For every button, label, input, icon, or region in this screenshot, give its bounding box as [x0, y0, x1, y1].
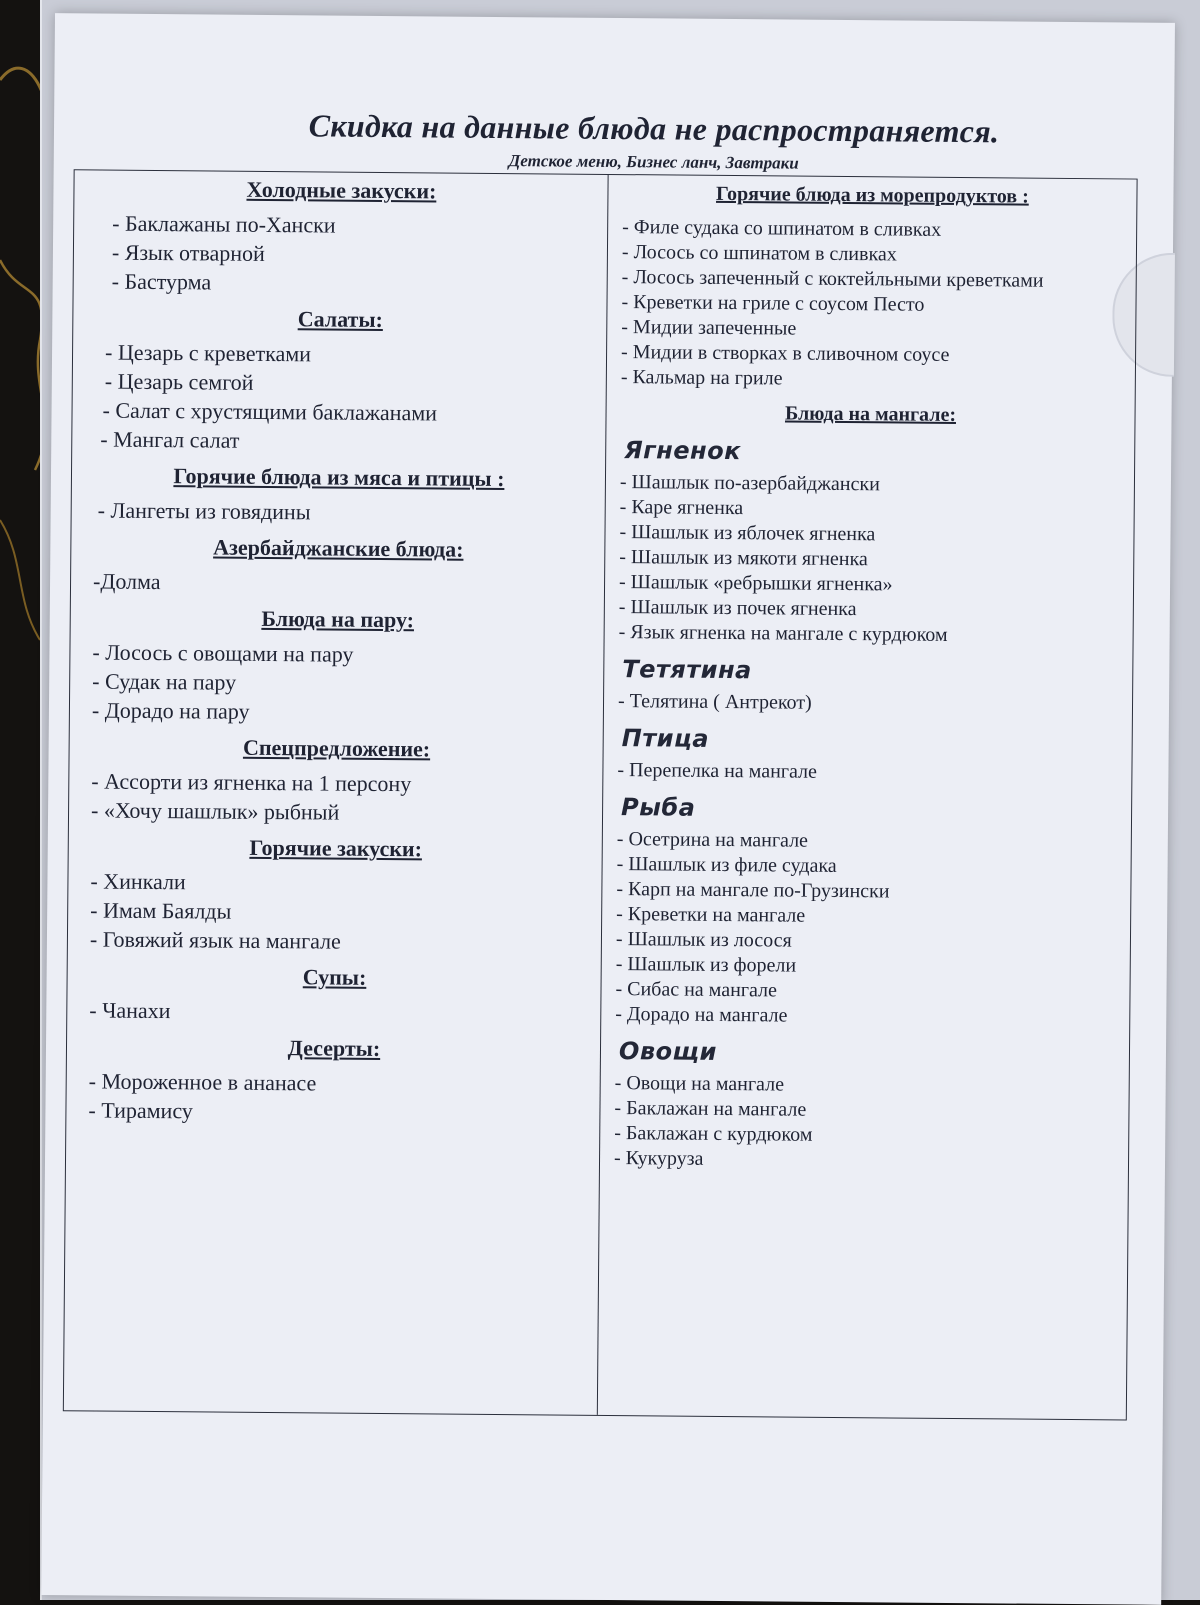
grill-group-vegetables	[614, 1037, 1115, 1175]
menu-item: - Дорадо на мангале	[615, 1003, 788, 1027]
menu-item: - Креветки на гриле с соусом Песто	[621, 291, 925, 316]
group-heading: Ягненок	[624, 436, 742, 466]
menu-item: - Лосось с овощами на пару	[92, 639, 354, 667]
section-azerbaijani	[93, 532, 584, 599]
menu-item: - Баклажан с курдюком	[614, 1122, 813, 1146]
menu-item: - Мидии в створках в сливочном соусе	[620, 341, 950, 366]
section-grill	[614, 398, 1121, 1175]
left-column	[88, 174, 586, 1136]
menu-item: - Овощи на мангале	[614, 1072, 785, 1096]
section-heading: Салаты:	[297, 306, 384, 332]
group-heading: Рыба	[620, 793, 696, 822]
menu-item: - Баклажан на мангале	[614, 1097, 807, 1121]
section-heading: Азербайджанские блюда:	[213, 534, 464, 562]
grill-group-veal	[618, 655, 1118, 718]
menu-item: - Дорадо на пару	[91, 697, 250, 724]
menu-item: - Креветки на мангале	[616, 903, 806, 927]
section-heading: Блюда на пару:	[261, 605, 415, 633]
menu-item: - «Хочу шашлык» рыбный	[90, 797, 340, 825]
menu-item: - Шашлык из яблочек ягненка	[619, 521, 876, 546]
menu-item: - Шашлык из лосося	[615, 928, 792, 952]
group-heading: Тетятина	[622, 655, 752, 685]
page-title: Скидка на данные блюда не распространяется.	[308, 107, 1000, 150]
section-heading: Горячие блюда из морепродуктов :	[715, 182, 1029, 208]
menu-item: - Мидии запеченные	[621, 316, 797, 340]
menu-item: - Салат с хрустящими баклажанами	[102, 397, 438, 426]
section-hot-appetizers	[90, 832, 581, 957]
menu-sheet	[41, 13, 1175, 1605]
menu-item: - Тирамису	[88, 1097, 193, 1124]
section-seafood	[621, 179, 1123, 394]
section-heading: Горячие блюда из мяса и птицы :	[173, 463, 505, 492]
page-subtitle: Детское меню, Бизнес ланч, Завтраки	[508, 151, 799, 173]
menu-item: - Цезарь семгой	[104, 368, 254, 395]
section-heading: Спецпредложение:	[242, 734, 431, 762]
menu-item: - Телятина ( Антрекот)	[617, 690, 812, 714]
menu-item: - Шашлык из почек ягненка	[618, 596, 857, 621]
menu-item: - Говяжий язык на мангале	[89, 926, 341, 954]
menu-item: - Сибас на мангале	[615, 978, 778, 1002]
section-heading: Холодные закуски:	[246, 176, 437, 204]
group-heading: Птица	[621, 724, 710, 753]
column-divider	[597, 175, 609, 1415]
section-salads	[94, 303, 585, 457]
section-hot-meat	[94, 461, 585, 528]
menu-item: - Шашлык из форели	[615, 953, 797, 977]
section-steamed	[92, 603, 583, 728]
menu-item: - Шашлык из филе судака	[616, 853, 837, 877]
menu-item: - Имам Баялды	[90, 897, 232, 924]
menu-item: - Ассорти из ягненка на 1 персону	[91, 768, 412, 797]
menu-item: - Каре ягненка	[619, 496, 744, 520]
group-heading: Овощи	[618, 1037, 718, 1066]
menu-item: - Язык ягненка на мангале с курдюком	[618, 621, 948, 646]
grill-group-fish	[615, 793, 1117, 1031]
menu-item: - Лосось со шпинатом в сливках	[621, 241, 897, 266]
section-soups	[89, 961, 580, 1028]
menu-item: - Судак на пару	[92, 668, 237, 695]
menu-item: - Шашлык «ребрышки ягненка»	[618, 571, 893, 596]
menu-item: - Шашлык из мякоти ягненка	[619, 546, 868, 571]
menu-item: - Хинкали	[90, 868, 186, 895]
menu-item: - Лангеты из говядины	[97, 497, 311, 525]
menu-item: - Карп на мангале по-Грузински	[616, 878, 890, 903]
menu-item: - Осетрина на мангале	[616, 828, 809, 852]
menu-item: - Кальмар на гриле	[620, 366, 783, 390]
menu-item: - Бастурма	[111, 268, 212, 295]
menu-item: - Язык отварной	[111, 239, 265, 266]
menu-item: - Баклажаны по-Хански	[112, 210, 336, 238]
menu-item: - Мороженное в ананасе	[88, 1068, 317, 1096]
grill-group-lamb	[619, 436, 1121, 649]
grill-group-poultry	[617, 724, 1117, 787]
section-heading: Супы:	[302, 964, 367, 990]
menu-item: -Долма	[92, 568, 161, 595]
section-heading: Десерты:	[287, 1035, 381, 1061]
menu-item: - Шашлык по-азербайджански	[619, 471, 880, 496]
menu-item: - Кукуруза	[613, 1147, 704, 1170]
section-cold-appetizers	[96, 174, 587, 299]
menu-item: - Лосось запеченный с коктейльными креветками	[621, 266, 1044, 292]
section-heading: Блюда на мангале:	[784, 402, 957, 426]
right-column	[614, 179, 1123, 1175]
menu-item: - Перепелка на мангале	[617, 759, 818, 783]
menu-item: - Филе судака со шпинатом в сливках	[622, 216, 942, 241]
section-heading: Горячие закуски:	[249, 834, 423, 862]
section-desserts	[88, 1032, 579, 1128]
menu-item: - Цезарь с креветками	[104, 339, 312, 367]
menu-item: - Мангал салат	[100, 426, 240, 453]
menu-item: - Чанахи	[89, 997, 171, 1024]
section-special-offer	[91, 732, 582, 828]
menu-table	[63, 169, 1138, 1420]
